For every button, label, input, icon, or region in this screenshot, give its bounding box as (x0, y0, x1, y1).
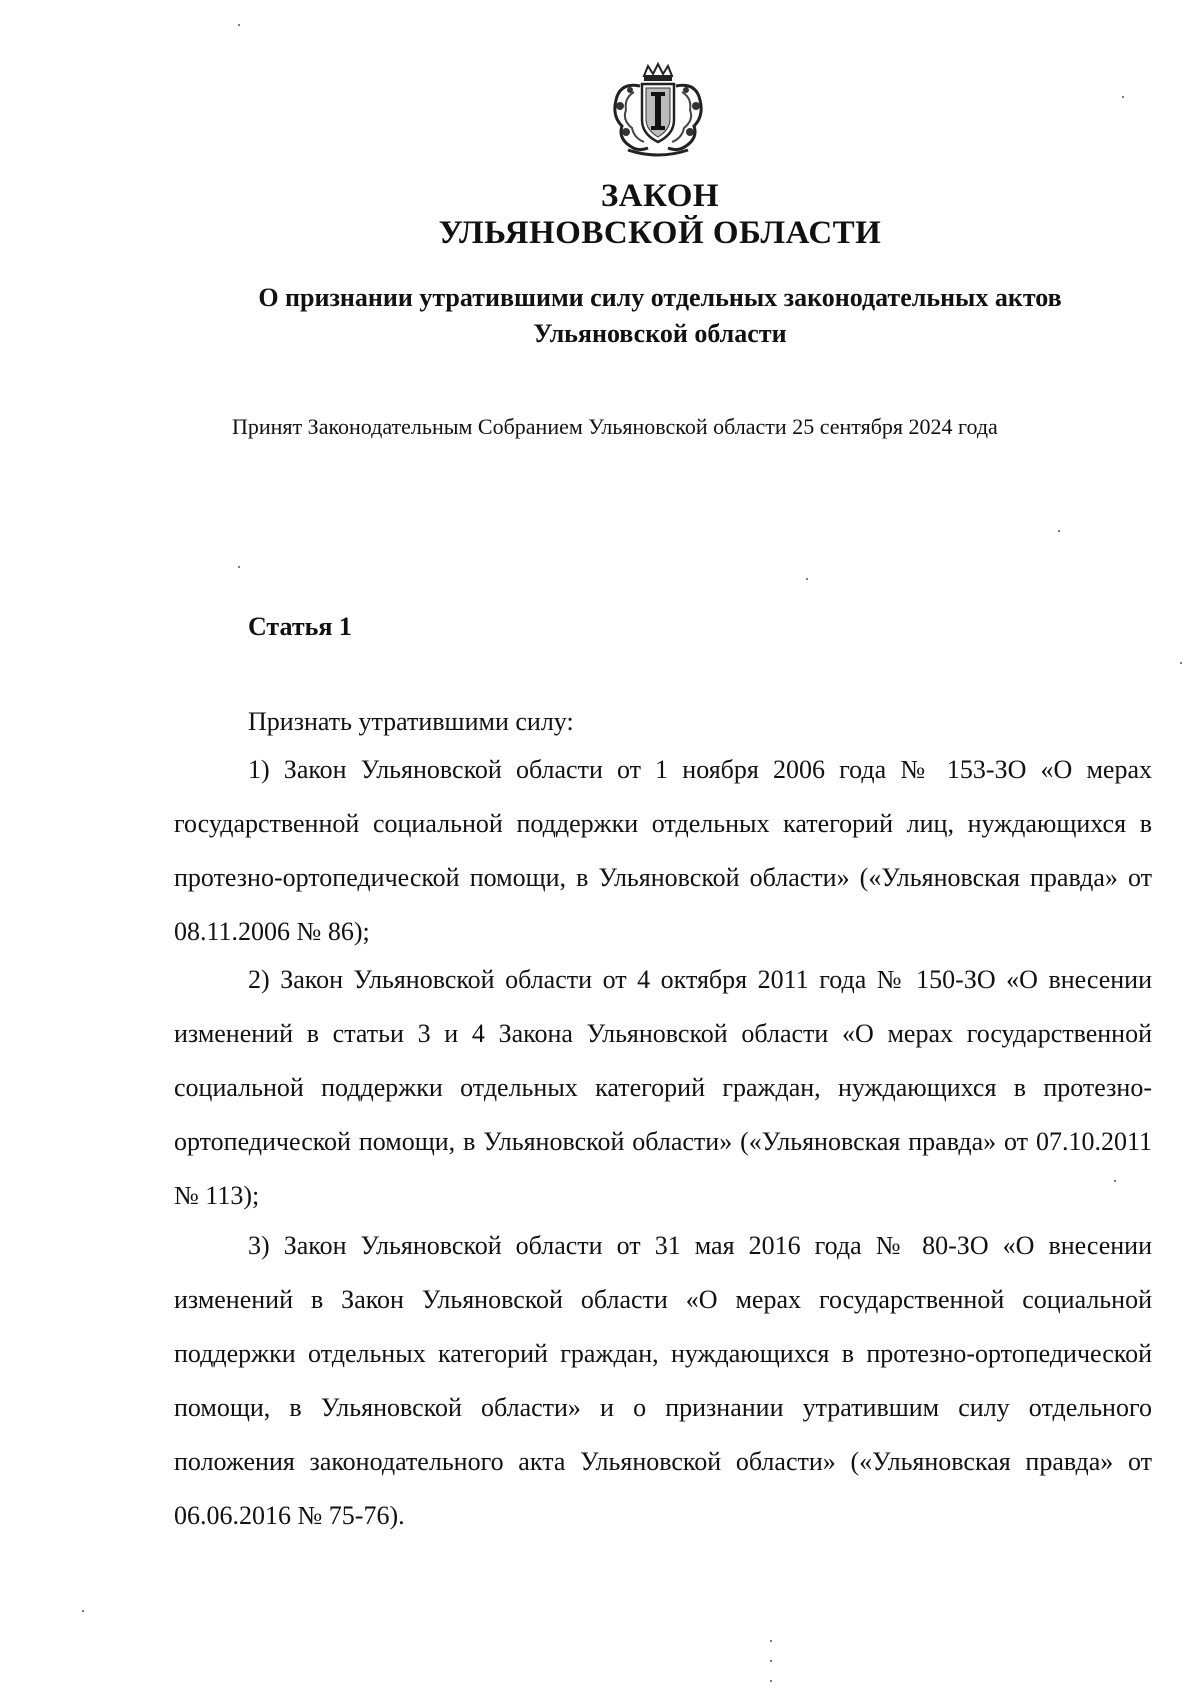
scan-speck (1122, 96, 1124, 98)
law-subject-line2: Ульяновской области (533, 319, 787, 348)
law-region-title: УЛЬЯНОВСКОЙ ОБЛАСТИ (438, 215, 882, 251)
ulyanovsk-region-coat-of-arms-icon (598, 62, 718, 162)
scan-speck (82, 1610, 84, 1612)
list-item: 1) Закон Ульяновской области от 1 ноября 2006 года № 153-ЗО «О мерах государственной социальной поддержки отдельных категорий лиц, нуждающихся в протезно-ортопедической помощи, в Ульяновской области» («Ульяновская правда» от 08.11.2006 № 86); (174, 755, 1152, 946)
adoption-note: Принят Законодательным Собранием Ульяновской области 25 сентября 2024 года (232, 414, 998, 439)
law-title: ЗАКОН (600, 178, 720, 214)
article-heading: Статья 1 (248, 612, 352, 641)
scan-speck (770, 1680, 772, 1682)
scan-speck (770, 1640, 772, 1642)
scan-speck (238, 24, 240, 26)
article-intro: Признать утратившими силу: (248, 707, 574, 736)
law-subject-line1: О признании утратившими силу отдельных законодательных актов (258, 283, 1062, 312)
scan-speck (806, 578, 808, 580)
scan-speck (770, 1660, 772, 1662)
scan-speck (1114, 1180, 1116, 1182)
list-item: 2) Закон Ульяновской области от 4 октября 2011 года № 150-ЗО «О внесении изменений в статьи 3 и 4 Закона Ульяновской области «О мерах государственной социальной поддержки отдельных категорий граждан, нуждающихся в протезно-ортопедической помощи, в Ульяновской области» («Ульяновская правда» от 07.10.2011 № 113); (174, 965, 1152, 1210)
scan-speck (238, 566, 240, 568)
list-item: 3) Закон Ульяновской области от 31 мая 2016 года № 80-ЗО «О внесении изменений в Закон Ульяновской области «О мерах государственной социальной поддержки отдельных категорий граждан, нуждающихся в протезно-ортопедической помощи, в Ульяновской области» и о признании утратившим силу отдельного положения законодательного акта Ульяновской области» («Ульяновская правда» от 06.06.2016 № 75-76). (174, 1231, 1152, 1530)
scan-speck (1058, 530, 1060, 532)
scan-speck (1180, 662, 1182, 664)
